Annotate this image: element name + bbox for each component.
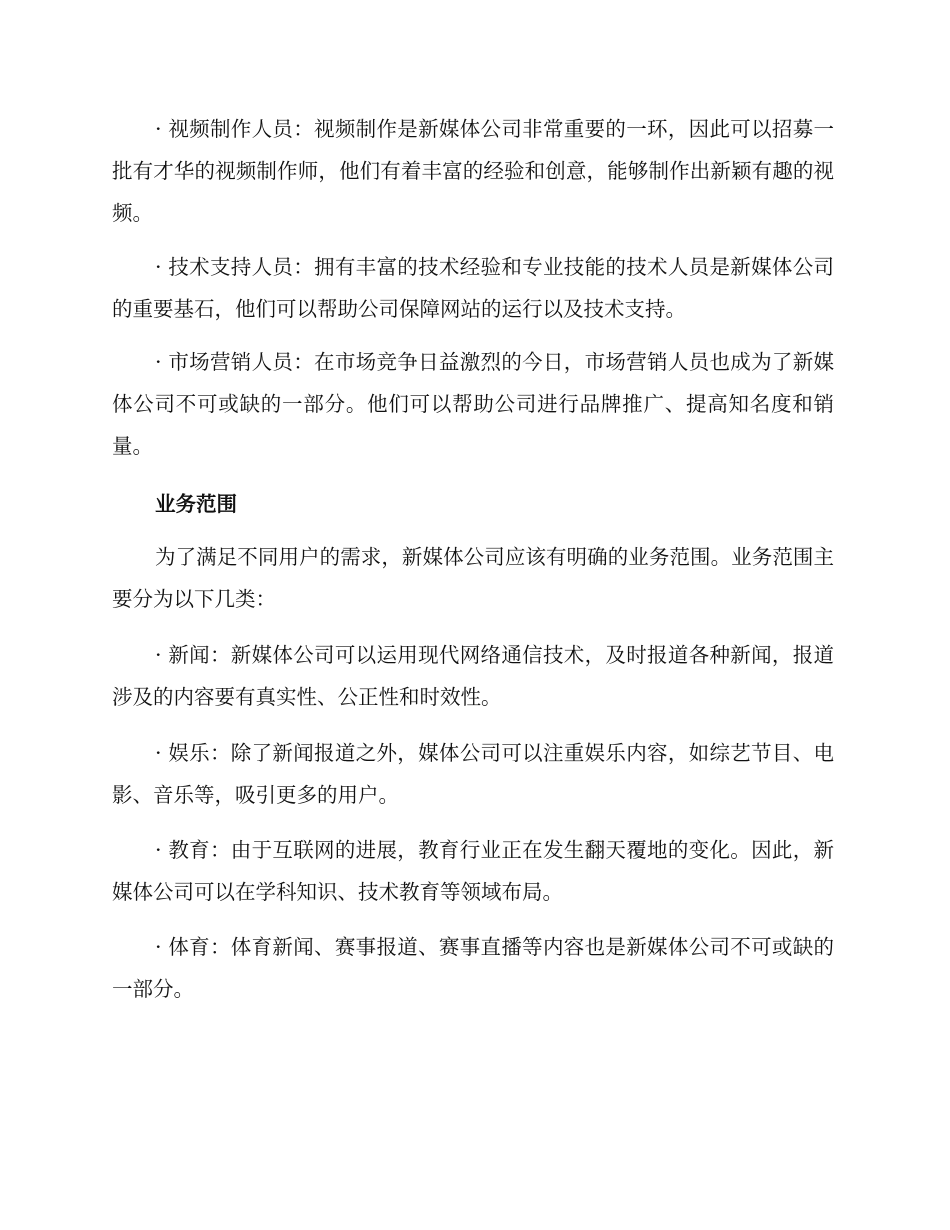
paragraph-news: · 新闻：新媒体公司可以运用现代网络通信技术，及时报道各种新闻，报道涉及的内容要有真实性、公正性和时效性。 (112, 643, 834, 709)
paragraph-sports: · 体育：体育新闻、赛事报道、赛事直播等内容也是新媒体公司不可或缺的一部分。 (112, 935, 834, 1001)
paragraph-business-intro: 为了满足不同用户的需求，新媒体公司应该有明确的业务范围。业务范围主要分为以下几类： (112, 545, 834, 611)
paragraph-entertainment: · 娱乐：除了新闻报道之外，媒体公司可以注重娱乐内容，如综艺节目、电影、音乐等，吸引更多的用户。 (112, 741, 834, 807)
paragraph-tech-support-staff: · 技术支持人员：拥有丰富的技术经验和专业技能的技术人员是新媒体公司的重要基石，他们可以帮助公司保障网站的运行以及技术支持。 (112, 255, 834, 321)
paragraph-video-staff: · 视频制作人员：视频制作是新媒体公司非常重要的一环，因此可以招募一批有才华的视频制作师，他们有着丰富的经验和创意，能够制作出新颖有趣的视频。 (112, 117, 834, 225)
section-heading-business-scope: 业务范围 (155, 492, 237, 516)
paragraph-marketing-staff: · 市场营销人员：在市场竞争日益激烈的今日，市场营销人员也成为了新媒体公司不可或缺的一部分。他们可以帮助公司进行品牌推广、提高知名度和销量。 (112, 350, 834, 458)
paragraph-education: · 教育：由于互联网的进展，教育行业正在发生翻天覆地的变化。因此，新媒体公司可以在学科知识、技术教育等领域布局。 (112, 838, 834, 904)
